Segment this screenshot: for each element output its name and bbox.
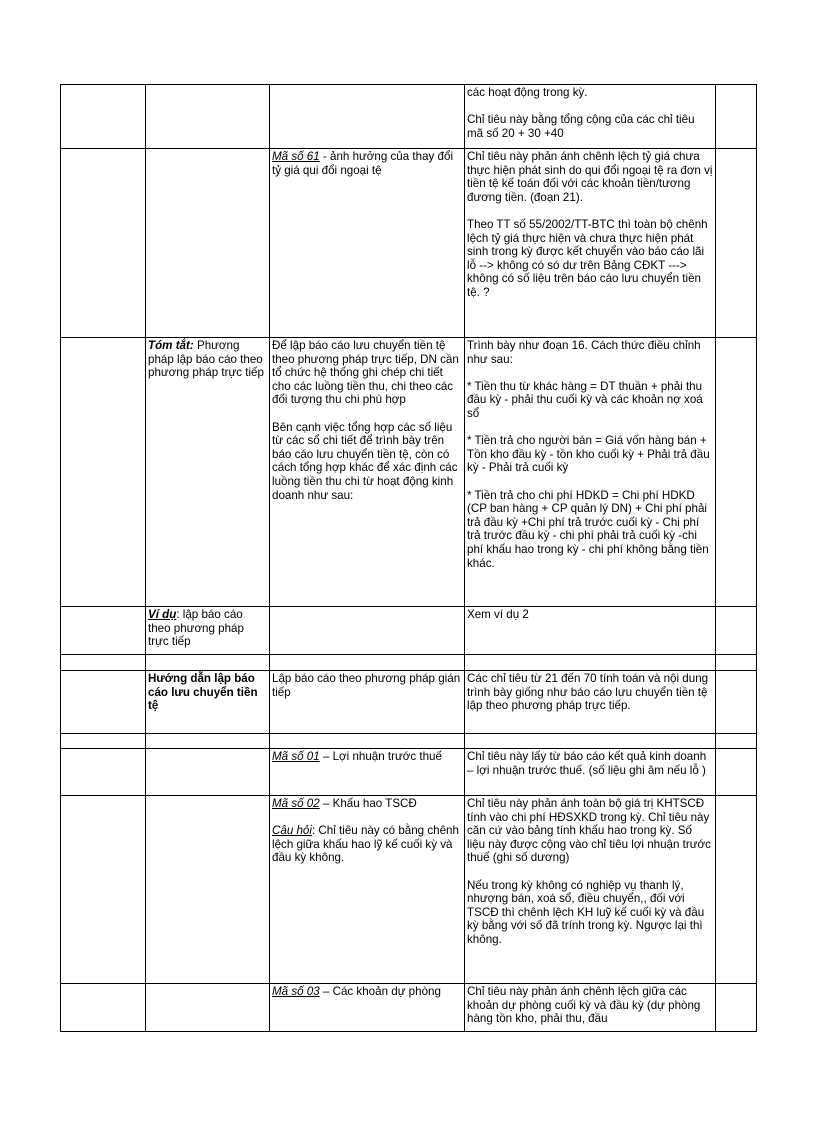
cell-empty [146, 655, 270, 671]
table-row [61, 984, 757, 1032]
cell-empty [716, 338, 757, 607]
cell-empty [270, 85, 465, 149]
item-cell [270, 749, 465, 796]
item-code: Mã số 02 [272, 797, 320, 810]
paragraph: * Tiền trả cho người bán = Giá vốn hàng bán + Tồn kho đầu kỳ - tồn kho cuối kỳ + Phải trả đầu kỳ - Phải trả cuối kỳ [467, 434, 710, 475]
cell-empty [146, 149, 270, 338]
cell-empty [61, 749, 146, 796]
item-cell [270, 984, 465, 1032]
paragraph: các hoạt động trong kỳ. [467, 86, 588, 99]
table-row [61, 338, 757, 607]
cell-empty [716, 607, 757, 655]
cell-empty [270, 655, 465, 671]
cell-empty [61, 338, 146, 607]
table-row [61, 655, 757, 671]
paragraph: Chỉ tiêu này lấy từ báo cáo kết quả kinh doanh – lợi nhuận trước thuế. (số liệu ghi âm nếu lỗ ) [467, 750, 707, 777]
table-row [61, 149, 757, 338]
topic-cell [146, 607, 270, 655]
table-row [61, 796, 757, 984]
cell-empty [716, 671, 757, 734]
paragraph: Trình bày như đoạn 16. Cách thức điều chỉnh như sau: [467, 339, 701, 366]
table-row [61, 734, 757, 749]
paragraph: Các chỉ tiêu từ 21 đến 70 tính toán và nội dung trình bày giống như báo cáo lưu chuyển tiền tệ lập theo phương pháp trực tiếp. [467, 672, 709, 713]
table-row [61, 85, 757, 149]
item-description: - ảnh hưởng của thay đổi tỷ giá qui đổi ngoại tệ [272, 150, 454, 177]
cell-empty [61, 655, 146, 671]
paragraph: Chỉ tiêu này bằng tổng cộng của các chỉ tiêu mã số 20 + 30 +40 [467, 113, 695, 140]
item-cell [270, 796, 465, 984]
explanation-cell [465, 796, 716, 984]
table-row [61, 749, 757, 796]
cell-empty [146, 984, 270, 1032]
example-text: : lập báo cáo theo phương pháp trực tiếp [148, 608, 244, 649]
item-cell [270, 149, 465, 338]
cell-empty [716, 149, 757, 338]
explanation-cell [465, 607, 716, 655]
paragraph: Chỉ tiêu này phản ánh toàn bộ giá trị KHTSCĐ tính vào chi phí HĐSXKD trong kỳ. Chỉ tiêu này căn cứ vào bảng tính khấu hao trong kỳ. Số liệu này được cộng vào chỉ tiêu lợi nhuận trước thuế (ghi số dương) [467, 797, 711, 865]
explanation-cell [465, 671, 716, 734]
example-reference: Xem ví dụ 2 [467, 608, 529, 621]
table-row [61, 671, 757, 734]
cell-empty [146, 749, 270, 796]
example-label: Ví dụ [148, 608, 177, 621]
item-code: Mã số 01 [272, 750, 320, 763]
paragraph: Chỉ tiêu này phản ánh chênh lệch tỷ giá chưa thực hiện phát sinh do qui đổi ngoại tệ ra đơn vị tiền tệ kế toán đối với các khoản tiền/tương đương tiền. (đoạn 21). [467, 150, 713, 204]
cell-empty [716, 655, 757, 671]
paragraph: Để lập báo cáo lưu chuyển tiền tệ theo phương pháp trực tiếp, DN cần tổ chức hệ thống ghi chép chi tiết cho các luồng tiền thu, chi theo các đối tượng thu chi phù hợp [272, 339, 459, 407]
cell-empty [61, 607, 146, 655]
topic-cell [146, 338, 270, 607]
item-description: Lập báo cáo theo phương pháp gián tiếp [272, 672, 461, 699]
section-heading: Hướng dẫn lập báo cáo lưu chuyển tiền tệ [148, 672, 258, 713]
cell-empty [716, 749, 757, 796]
cell-empty [61, 796, 146, 984]
cell-empty [146, 734, 270, 749]
cell-empty [270, 607, 465, 655]
explanation-cell [465, 149, 716, 338]
explanation-cell [465, 85, 716, 149]
cell-empty [146, 796, 270, 984]
cell-empty [716, 734, 757, 749]
topic-cell [146, 671, 270, 734]
item-code: Mã số 61 [272, 150, 320, 163]
paragraph: Bên cạnh việc tổng hợp các số liệu từ các sổ chi tiết để trình bày trên báo cáo lưu chuyển tiền tệ, còn có cách tổng hợp khác để xác định các luồng tiền thu chi từ hoạt động kinh doanh như sau: [272, 420, 458, 502]
question-label: Câu hỏi [272, 824, 312, 838]
item-cell [270, 671, 465, 734]
cell-empty [61, 671, 146, 734]
summary-text: Phương pháp lập báo cáo theo phương pháp trực tiếp [148, 339, 264, 380]
item-description: – Các khoản dự phòng [319, 985, 441, 998]
item-code: Mã số 03 [272, 985, 320, 998]
summary-label: Tóm tắt: [148, 339, 194, 352]
guidance-table [60, 84, 757, 1032]
cell-empty [61, 85, 146, 149]
cell-empty [61, 149, 146, 338]
paragraph: Chỉ tiêu này phản ánh chênh lệch giữa các khoản dự phòng cuối kỳ và đầu kỳ (dự phòng hàng tồn kho, phải thu, đầu [467, 985, 701, 1026]
cell-empty [146, 85, 270, 149]
item-description: – Lợi nhuận trước thuế [319, 750, 442, 763]
cell-empty [61, 984, 146, 1032]
paragraph: * Tiền thu từ khác hàng = DT thuần + phải thu đầu kỳ - phải thu cuối kỳ và các khoản nợ xoá sổ [467, 379, 703, 420]
cell-empty [465, 734, 716, 749]
cell-empty [61, 734, 146, 749]
cell-empty [716, 85, 757, 149]
explanation-cell [465, 749, 716, 796]
item-description: – Khấu hao TSCĐ [319, 797, 417, 810]
item-cell [270, 338, 465, 607]
paragraph: * Tiền trả cho chi phí HDKD = Chi phí HDKD (CP ban hàng + CP quản lý DN) + Chi phí phải trả đầu kỳ +Chi phí trả trước cuối kỳ - Chi phí trả trước đầu kỳ - chi phí phải trả cuối kỳ -chi phí khấu hao trong kỳ - chi phí không bằng tiền khác. [467, 488, 709, 570]
question-text: : Chỉ tiêu này có bằng chênh lệch giữa khấu hao lỹ kế cuối kỳ và đầu kỳ không. [272, 824, 459, 865]
explanation-cell [465, 984, 716, 1032]
cell-empty [716, 984, 757, 1032]
cell-empty [270, 734, 465, 749]
cell-empty [716, 796, 757, 984]
cell-empty [465, 655, 716, 671]
explanation-cell [465, 338, 716, 607]
table-row [61, 607, 757, 655]
paragraph: Theo TT số 55/2002/TT-BTC thì toàn bộ chênh lệch tỷ giá thực hiện và chưa thực hiện phát sinh trong kỳ được kết chuyển vào báo cáo lãi lỗ --> không có só dư trên Bảng CĐKT ---> không có số liệu trên báo cáo lưu chuyển tiền tệ. ? [467, 217, 708, 299]
paragraph: Nếu trong kỳ không có nghiệp vụ thanh lý, nhượng bán, xoá sổ, điều chuyển,, đối với TSCĐ thì chênh lệch KH luỹ kế cuối kỳ và đầu kỳ bằng với số đã trính trong kỳ. Ngược lại thì không. [467, 878, 705, 946]
